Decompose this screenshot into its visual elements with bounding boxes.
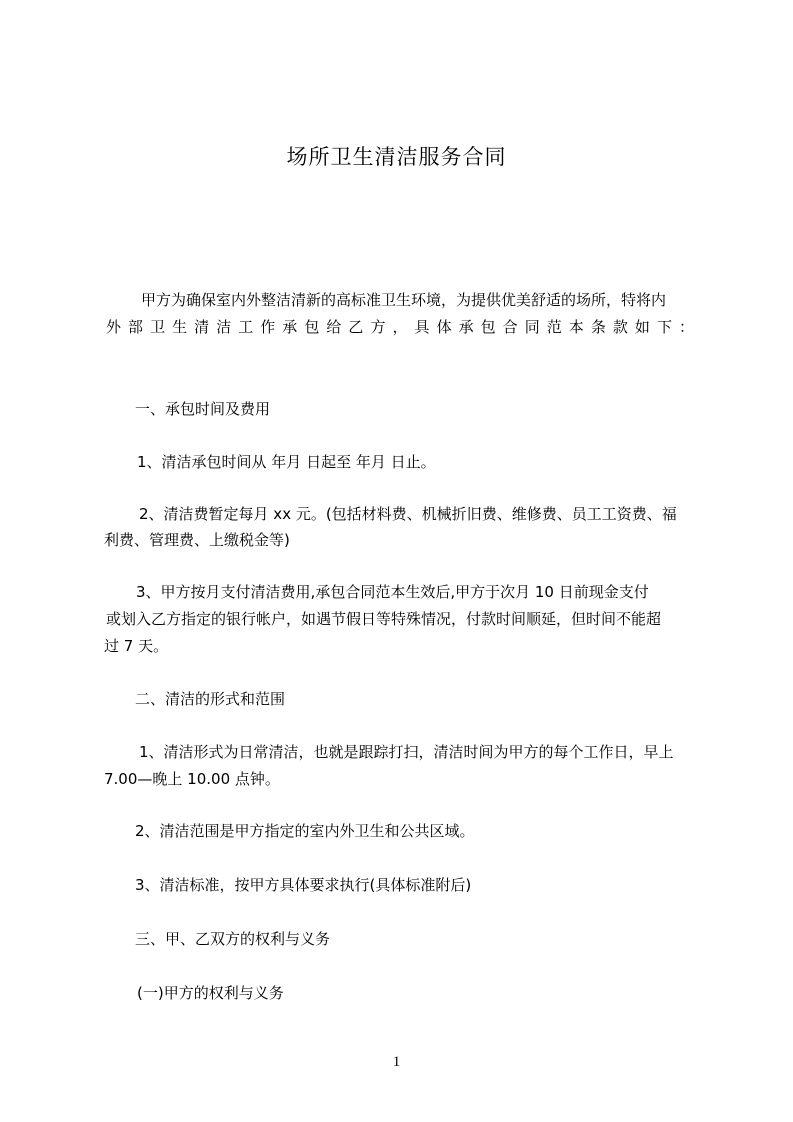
clause-2-2: 2、清洁范围是甲方指定的室内外卫生和公共区域。 (135, 822, 475, 840)
section-2-heading: 二、清洁的形式和范围 (135, 690, 286, 708)
page-number: 1 (392, 1054, 401, 1070)
clause-1-1: 1、清洁承包时间从 年月 日起至 年月 日止。 (137, 453, 436, 471)
clause-1-2-line-1: 2、清洁费暂定每月 xx 元。(包括材料费、机械折旧费、维修费、员工工资费、福 (139, 505, 677, 523)
intro-line-2: 外部卫生清洁工作承包给乙方，具体承包合同范本条款如下： (106, 318, 694, 336)
clause-1-2-line-2: 利费、管理费、上缴税金等) (104, 531, 290, 549)
intro-line-1: 甲方为确保室内外整洁清新的高标准卫生环境，为提供优美舒适的场所，特将内 (141, 291, 667, 309)
clause-2-3: 3、清洁标准，按甲方具体要求执行(具体标准附后) (135, 876, 472, 894)
page-title: 场所卫生清洁服务合同 (286, 145, 507, 169)
clause-2-1-line-2: 7.00—晚上 10.00 点钟。 (104, 770, 280, 788)
clause-1-3-line-3: 过 7 天。 (104, 637, 169, 655)
section-1-heading: 一、承包时间及费用 (135, 400, 271, 418)
clause-1-3-line-2: 或划入乙方指定的银行帐户，如遇节假日等特殊情况，付款时间顺延，但时间不能超 (106, 610, 662, 628)
subsection-3-1-heading: (一)甲方的权利与义务 (137, 984, 284, 1002)
clause-2-1-line-1: 1、清洁形式为日常清洁，也就是跟踪打扫，清洁时间为甲方的每个工作日，早上 (139, 743, 674, 761)
section-3-heading: 三、甲、乙双方的权利与义务 (135, 930, 331, 948)
clause-1-3-line-1: 3、甲方按月支付清洁费用,承包合同范本生效后,甲方于次月 10 日前现金支付 (136, 583, 649, 601)
